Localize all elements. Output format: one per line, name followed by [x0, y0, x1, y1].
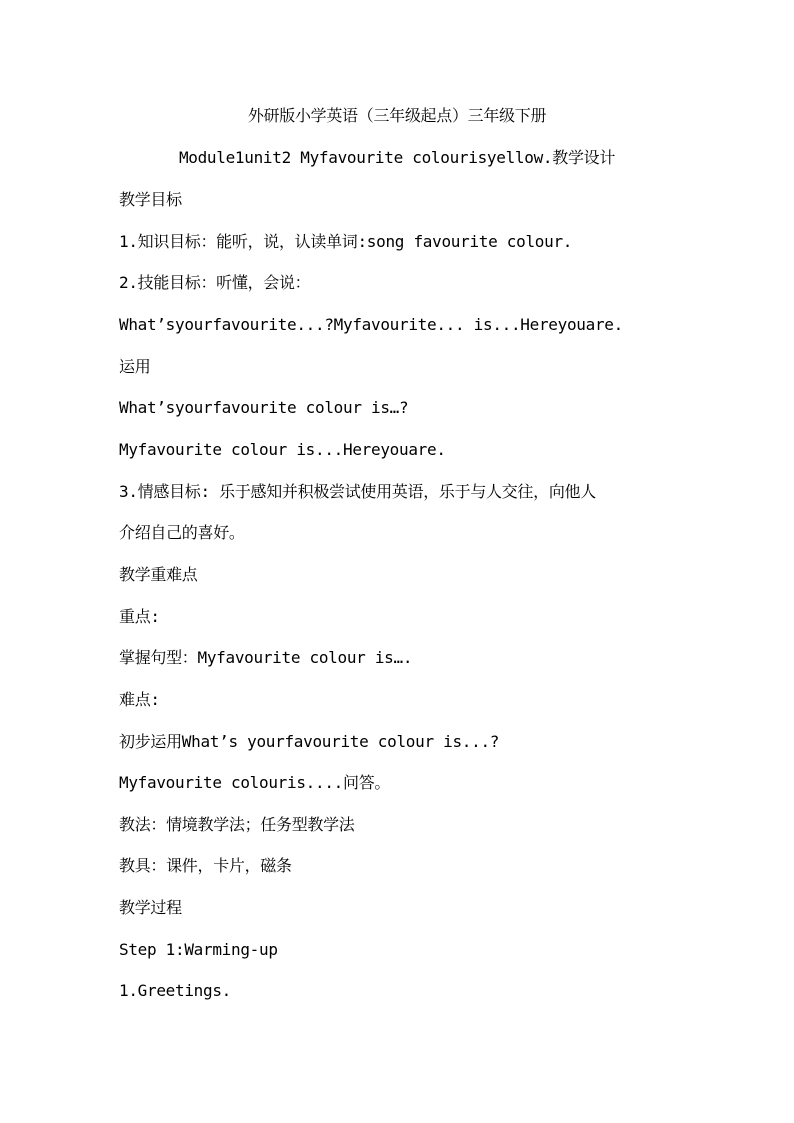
skill-sentence-patterns: What’syourfavourite...?Myfavourite... is...Hereyouare. — [119, 315, 623, 334]
document-title: 外研版小学英语（三年级起点）三年级下册 — [247, 106, 547, 125]
section-heading-key-points: 教学重难点 — [119, 565, 198, 584]
step-1-heading: Step 1:Warming-up — [119, 940, 278, 959]
use-question: What’syourfavourite colour is…? — [119, 398, 409, 417]
difficult-point-question: 初步运用What’s yourfavourite colour is...? — [119, 732, 500, 751]
skill-objective: 2.技能目标：听懂，会说： — [119, 273, 311, 292]
step-1-item-1: 1.Greetings. — [119, 981, 231, 1000]
section-heading-objectives: 教学目标 — [119, 190, 182, 209]
teaching-methods: 教法：情境教学法；任务型教学法 — [119, 815, 355, 834]
difficult-point-label: 难点: — [119, 690, 160, 709]
document-subtitle: Module1unit2 Myfavourite colourisyellow.教学设计 — [178, 148, 616, 167]
difficult-point-answer: Myfavourite colouris....问答。 — [119, 773, 391, 792]
knowledge-objective: 1.知识目标：能听，说，认读单词:song favourite colour. — [119, 232, 573, 251]
teaching-aids: 教具：课件，卡片，磁条 — [119, 856, 292, 875]
section-heading-process: 教学过程 — [119, 898, 182, 917]
key-point-label: 重点: — [119, 607, 160, 626]
emotion-objective: 3.情感目标: 乐于感知并积极尝试使用英语，乐于与人交往，向他人 — [119, 482, 596, 501]
use-answer: Myfavourite colour is...Hereyouare. — [119, 440, 446, 459]
emotion-objective-continued: 介绍自己的喜好。 — [119, 523, 245, 542]
key-point-content: 掌握句型：Myfavourite colour is…. — [119, 648, 413, 667]
use-label: 运用 — [119, 357, 151, 376]
